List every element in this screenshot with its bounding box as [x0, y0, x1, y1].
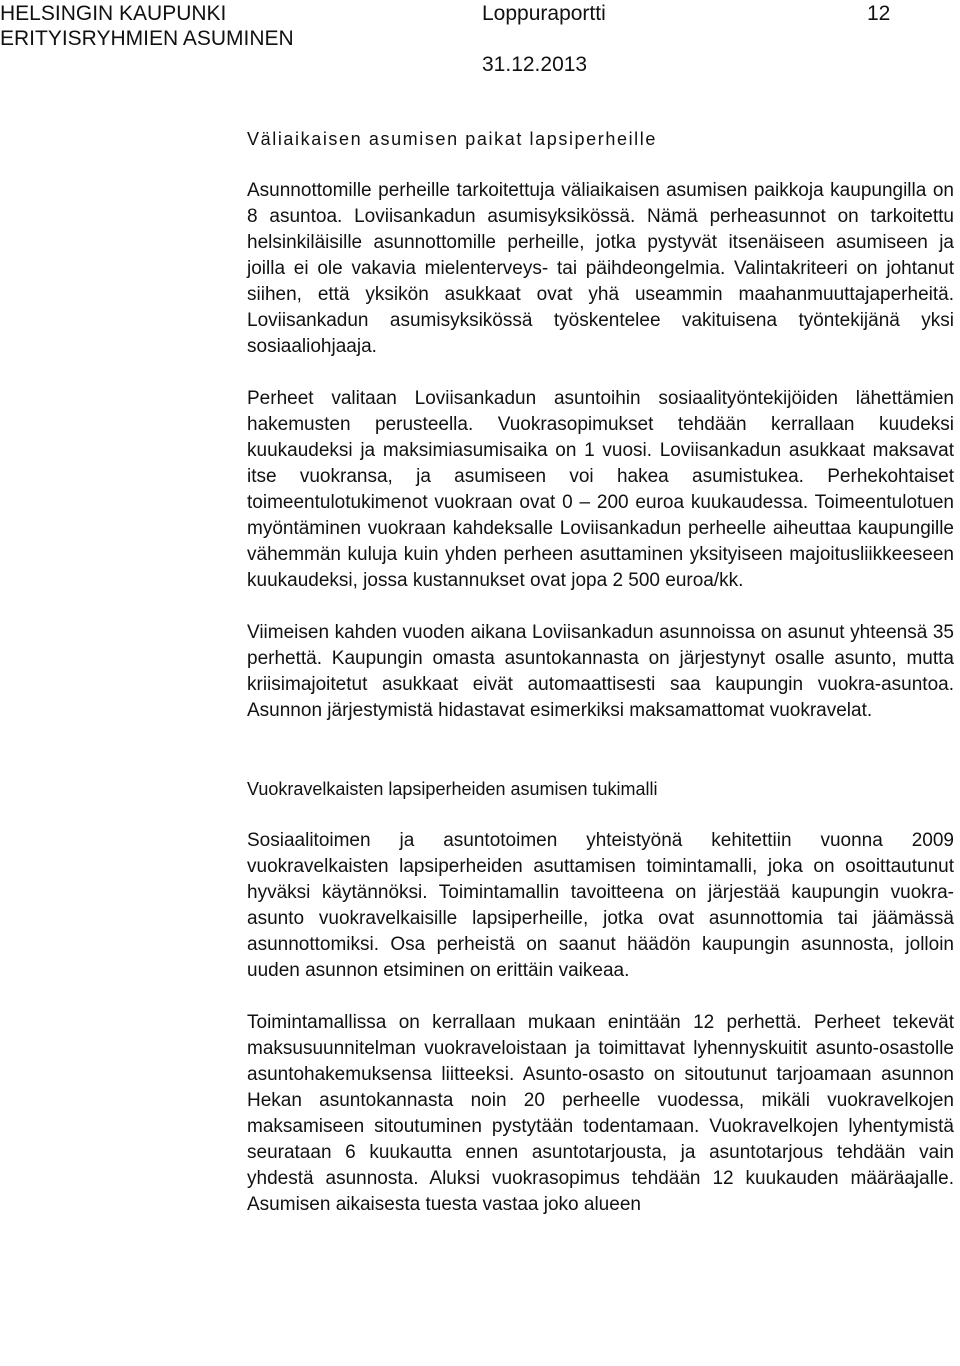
section-heading: Väliaikaisen asumisen paikat lapsiperheille: [247, 129, 657, 149]
paragraph: Toimintamallissa on kerrallaan mukaan enintään 12 perhettä. Perheet tekevät maksusuunnitelman vuokraveloistaan ja toimittavat lyhennyskuitit asunto-osastolle asuntohakemuksensa liitteeksi. Asunto-osasto on sitoutunut tarjoamaan asunnon Hekan asuntokannasta noin 20 perheelle vuodessa, mikäli vuokravelkojen maksamiseen sitoutuminen pystytään todentamaan. Vuokravelkojen lyhentymistä seurataan 6 kuukautta ennen asuntotarjousta, ja asuntotarjous tehdään vain yhdestä asunnosta. Aluksi vuokrasopimus tehdään 12 kuukauden määräajalle. Asumisen aikaisesta tuesta vastaa joko alueen: [247, 1012, 954, 1215]
organization-name: HELSINGIN KAUPUNKI: [0, 2, 227, 25]
section-heading: Vuokravelkaisten lapsiperheiden asumisen tukimalli: [247, 779, 658, 799]
paragraph: Perheet valitaan Loviisankadun asuntoihin sosiaalityöntekijöiden lähettämien hakemusten perusteella. Vuokrasopimukset tehdään kerrallaan kuudeksi kuukaudeksi ja maksimiasumisaika on 1 vuosi. Loviisankadun asukkaat maksavat itse vuokransa, ja asumiseen voi hakea asumistukea. Perhekohtaiset toimeentulotukimenot vuokraan ovat 0 – 200 euroa kuukaudessa. Toimeentulotuen myöntäminen vuokraan kahdeksalle Loviisankadun perheelle aiheuttaa kaupungille vähemmän kuluja kuin yhden perheen asuttaminen yksityiseen majoitusliikkeeseen kuukaudeksi, jossa kustannukset ovat jopa 2 500 euroa/kk.: [247, 388, 954, 591]
paragraph: Sosiaalitoimen ja asuntotoimen yhteistyönä kehitettiin vuonna 2009 vuokravelkaisten lapsiperheiden asuttamisen toimintamalli, joka on osoittautunut hyväksi käytännöksi. Toimintamallin tavoitteena on järjestää kaupungin vuokra-asunto vuokravelkaisille lapsiperheille, jotka ovat asunnottomia tai jäämässä asunnottomiksi. Osa perheistä on saanut häädön kaupungin asunnosta, jolloin uuden asunnon etsiminen on erittäin vaikeaa.: [247, 830, 954, 981]
paragraph: Viimeisen kahden vuoden aikana Loviisankadun asunnoissa on asunut yhteensä 35 perhettä. Kaupungin omasta asuntokannasta on järjestynyt osalle asunto, mutta kriisimajoitetut asukkaat eivät automaattisesti saa kaupungin vuokra-asuntoa. Asunnon järjestymistä hidastavat esimerkiksi maksamattomat vuokravelat.: [247, 622, 954, 721]
paragraph: Asunnottomille perheille tarkoitettuja väliaikaisen asumisen paikkoja kaupungilla on 8 asuntoa. Loviisankadun asumisyksikössä. Nämä perheasunnot on tarkoitettu helsinkiläisille asunnottomille perheille, jotka pystyvät itsenäiseen asumiseen ja joilla ei ole vakavia mielenterveys- tai päihdeongelmia. Valintakriteeri on johtanut siihen, että yksikön asukkaat ovat yhä useammin maahanmuuttajaperheitä. Loviisankadun asumisyksikössä työskentelee vakituisena työntekijänä yksi sosiaaliohjaaja.: [247, 180, 954, 357]
report-date: 31.12.2013: [482, 53, 588, 76]
page-header: [0, 0, 960, 80]
document-body: [247, 126, 954, 1244]
department-name: ERITYISRYHMIEN ASUMINEN: [0, 27, 294, 50]
page-number: 12: [867, 2, 891, 25]
report-title: Loppuraportti: [482, 2, 606, 25]
